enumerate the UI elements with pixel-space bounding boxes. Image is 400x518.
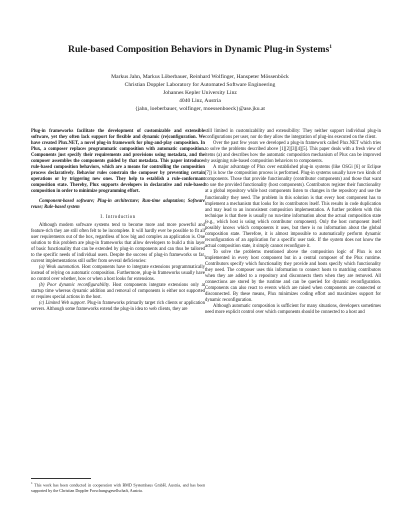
footnote-mark: 1 bbox=[31, 481, 33, 485]
abstract: Plug-in frameworks facilitate the development of customizable and extensible software, yet they often lack support for flexible and dynamic (re)configuration. We have created Plux.NET, a novel plug-in framework for plug-and-play composition. In Plux, a composer replaces programmatic composition with automatic composition. Components just specify their requirements and provisions using metadata, and the composer assembles the components guided by that metadata. This paper introduces rule-based composition behaviors, which are a means for controlling the composition process declaratively. Behavior rules constrain the composer by preventing certain operations or by triggering new ones. They help to establish a rule-conformant composition state. Thereby, Plux supports developers in declarative and rule-based composition in order to minimize programming effort. bbox=[31, 129, 205, 195]
list-item-weak-automation bbox=[31, 265, 205, 283]
item-a-text: Host components have to integrate extensions programmatically instead of relying on automatic composition. Furthermore, plug-in frameworks usually have no control over whether, how or when a host looks for extensions. bbox=[31, 264, 205, 283]
item-a-label: (a) Weak automation. bbox=[39, 264, 81, 270]
title-footnote-mark: 1 bbox=[329, 44, 332, 50]
right-column bbox=[205, 129, 381, 316]
right-paragraph-3: A major advantage of Plux over established plug-in systems (like OSGi [6] or Eclipse [7]) is how the composition process is performed. Plug-in systems usually have two kinds of components. Those that provide functionality (contributor components) and those that want to use the provided functionality (host components). Contributors register their functionality at a global repository while host components listen to changes in the repository and use the functionality they need. The problem in this solution is that every host component has to implement a mechanism that looks for its contributors itself. This results in code duplication and may lead to an inconsistent composition implementation. A further problem with this technique is that there is usually no run-time information about the actual composition state (e.g., which host is using which contributor component). Only the host component itself possibly knows which components it uses, but there is no information about the global composition state. Therefore, it is almost impossible to automatically perform dynamic reconfiguration of an application for a specific user task. If the system does not know the actual composition state, it simply cannot reconfigure it. bbox=[205, 165, 381, 249]
item-b-text: Host components integrate extensions only at startup time whereas dynamic addition and removal of components is either not supported or requires special actions in the host. bbox=[31, 283, 205, 301]
item-c-label: (c) Limited Web support. bbox=[39, 301, 86, 307]
list-item-poor-reconfigurability bbox=[31, 283, 205, 301]
author-names: Markus Jahn, Markus Löberbauer, Reinhard Wolfinger, Hanspeter Mössenböck bbox=[111, 74, 289, 80]
right-paragraph-5: Although automatic composition is sufficient for many situations, developers sometimes need more explicit control over which components should be connected to a host and bbox=[205, 304, 381, 316]
affiliation-university: Johannes Kepler University Linz bbox=[163, 89, 237, 96]
item-c-text: Plug-in frameworks primarily target rich clients or application servers. Although some frameworks extend the plug-in idea to web clients, they are bbox=[31, 301, 205, 313]
footnote-divider bbox=[31, 478, 91, 479]
right-paragraph-1: still limited in customizability and extensibility: They neither support individual plug-in configurations per user, nor do they allow the integration of plug-ins executed on the client. bbox=[205, 129, 381, 141]
affiliation-city: 4040 Linz, Austria bbox=[179, 97, 221, 104]
item-b-label: (b) Poor dynamic reconfigurability. bbox=[39, 283, 111, 289]
title-text: Rule-based Composition Behaviors in Dynamic Plug-in Systems bbox=[68, 44, 330, 56]
keywords: Component-based software; Plug-in architecture; Run-time adaptation; Software reuse; Rule-based system bbox=[31, 198, 205, 210]
left-column bbox=[31, 129, 205, 313]
list-item-limited-web-support bbox=[31, 301, 205, 313]
author-email: {jahn, loeberbauer, wolfinger, moessenboeck}@ase.jku.at bbox=[135, 105, 265, 112]
affiliation-lab: Christian Doppler Laboratory for Automated Software Engineering bbox=[124, 81, 276, 88]
footnote bbox=[31, 481, 205, 493]
section-heading-introduction: I. Introduction bbox=[100, 214, 136, 220]
footnote-text: This work has been conducted in cooperation with BMD Systemhaus GmbH, Austria, and has been supported by the Christian Doppler Forschungsgesellschaft, Austria. bbox=[31, 482, 206, 493]
paper-title bbox=[20, 41, 380, 56]
author-block bbox=[20, 74, 380, 114]
intro-paragraph: Although modern software systems tend to become more and more powerful and feature-rich they are still often felt to be incomplete. It will hardly ever be possible to fit all user requirements out of the box, regardless of how big and complex an application is. One solution to this problem are plug-in frameworks that allow developers to build a thin layer of basic functionality that can be extended by plug-in components and can thus be tailored to the specific needs of individual users. Despite the success of plug-in frameworks so far, current implementations still suffer from several deficiencies: bbox=[31, 222, 205, 264]
right-paragraph-4: To solve the problems mentioned above the composition logic of Plux is not implemented in every host component but in a central composer of the Plux runtime. Contributors specify which functionality they provide and hosts specify which functionality they need. The composer uses this information to connect hosts to matching contributors when they are added to a repository and disconnects them when they are removed. All connections are stored by the runtime and can be queried for dynamic reconfiguration. Components can also react to events which are raised when components are connected or disconnected. By these means, Plux minimizes coding effort and maximizes support for dynamic reconfiguration. bbox=[205, 249, 381, 304]
right-paragraph-2: Over the past few years we developed a plug-in framework called Plux.NET which tries to solve the problems described above [1][2][3][4][5]. This paper deals with a fresh view of items (a) and describes how the automatic composition mechanism of Plux can be improved by assigning rule-based composition behaviors to components. bbox=[205, 141, 381, 165]
